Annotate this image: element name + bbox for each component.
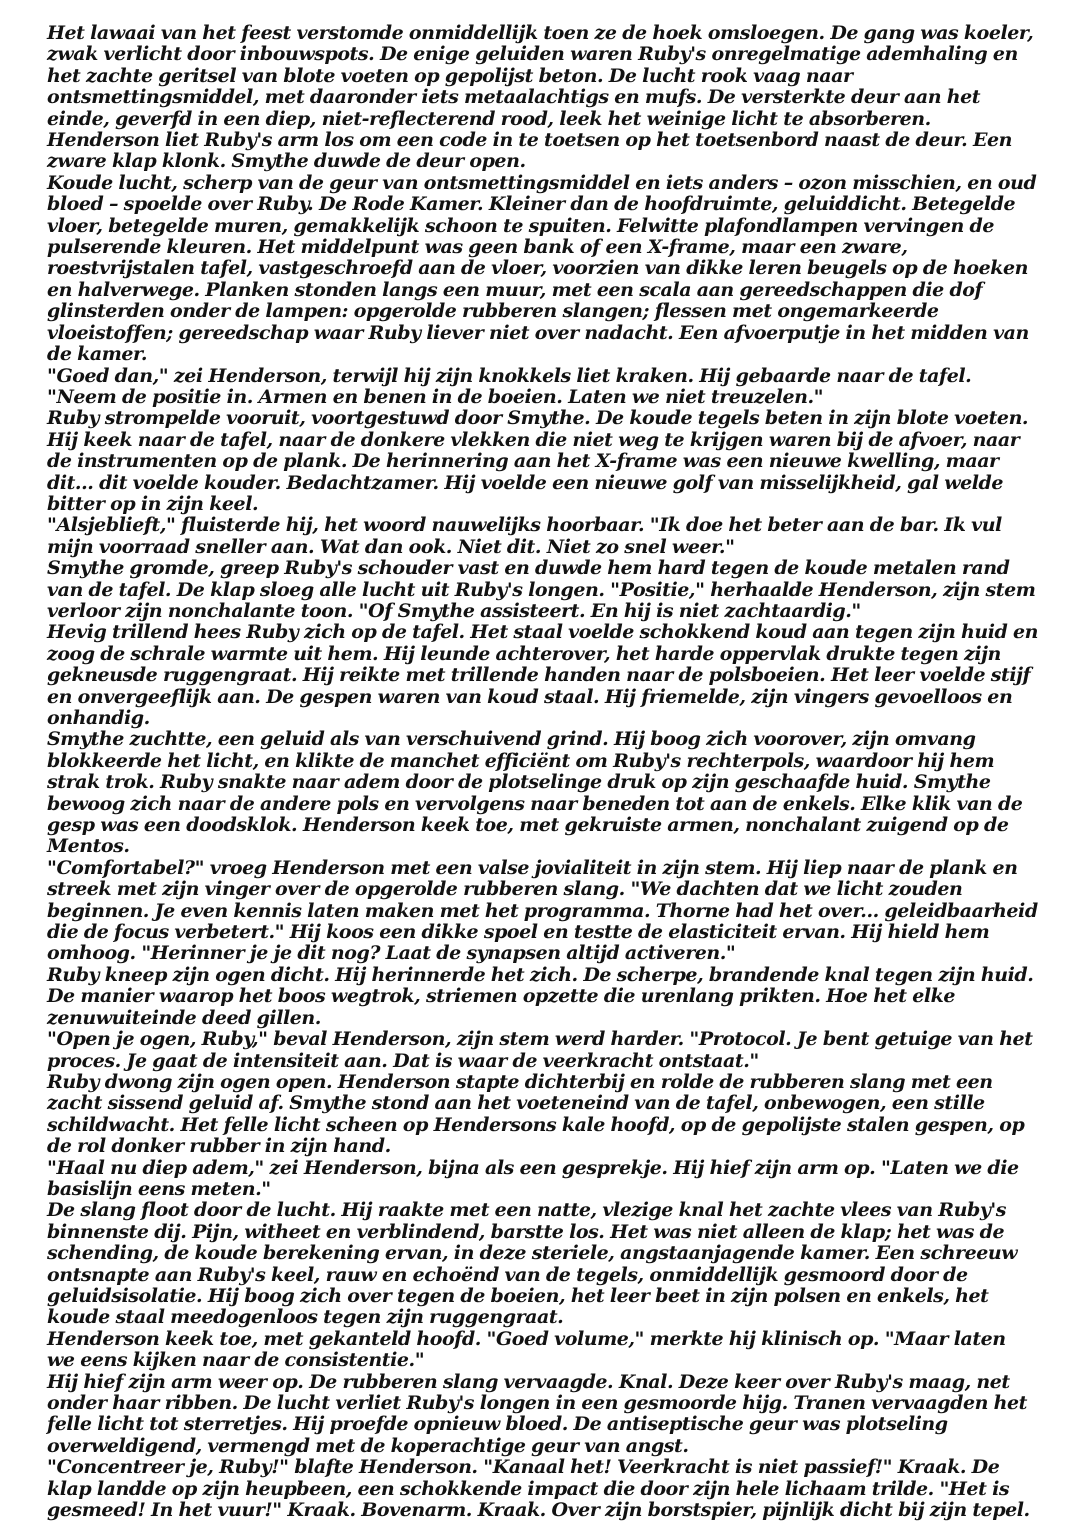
paragraph: Henderson keek toe, met gekanteld hoofd. "Goed volume," merkte hij klinisch op. "Maar laten we eens kijken naar de consistentie." [47, 1327, 1006, 1372]
paragraph: Ruby kneep zijn ogen dicht. Hij herinnerde het zich. De scherpe, brandende knal tegen zijn huid. De manier waarop het boos wegtrok, striemen opzette die urenlang prikten. Hoe het elke zenuwuiteinde deed gillen. [47, 963, 1034, 1029]
paragraph: Het lawaai van het feest verstomde onmiddellijk toen ze de hoek omsloegen. De gang was koeler, zwak verlicht door inbouwspots. De enige geluiden waren Ruby's onregelmatige ademhaling en het zachte geritsel van blote voeten op gepolijst beton. De lucht rook vaag naar ontsmettingsmiddel, met daaronder iets metaalachtigs en mufs. De versterkte deur aan het einde, geverfd in een diep, niet-reflecterend rood, leek het weinige licht te absorberen. [47, 22, 1034, 130]
paragraph: "Comfortabel?" vroeg Henderson met een valse jovialiteit in zijn stem. Hij liep naar de plank en streek met zijn vinger over de opgerolde rubberen slang. "We dachten dat we licht zouden beginnen. Je even kennis laten maken met het programma. Thorne had het over... geleidbaarheid die de focus verbetert." Hij koos een dikke spoel en testte de elasticiteit ervan. Hij hield hem omhoog. "Herinner je je dit nog? Laat de synapsen altijd activeren." [47, 856, 1038, 965]
paragraph: "Open je ogen, Ruby," beval Henderson, zijn stem werd harder. "Protocol. Je bent getuige van het proces. Je gaat de intensiteit aan. Dat is waar de veerkracht ontstaat." [47, 1028, 1033, 1072]
paragraph: Ruby dwong zijn ogen open. Henderson stapte dichterbij en rolde de rubberen slang met een zacht sissend geluid af. Smythe stond aan het voeteneind van de tafel, onbewogen, een stille schildwacht. Het felle licht scheen op Hendersons kale hoofd, op de gepolijste stalen gespen, op de rol donker rubber in zijn hand. [47, 1070, 1025, 1158]
paragraph: "Haal nu diep adem," zei Henderson, bijna als een gesprekje. Hij hief zijn arm op. "Laten we die basislijn eens meten." [47, 1156, 1019, 1200]
paragraph: Smythe gromde, greep Ruby's schouder vast en duwde hem hard tegen de koude metalen rand van de tafel. De klap sloeg alle lucht uit Ruby's longen. "Positie," herhaalde Henderson, zijn stem verloor zijn nonchalante toon. "Of Smythe assisteert. En hij is niet zachtaardig." [47, 557, 1036, 622]
paragraph: "Goed dan," zei Henderson, terwijl hij zijn knokkels liet kraken. Hij gebaarde naar de tafel. "Neem de positie in. Armen en benen in de boeien. Laten we niet treuzelen." [47, 364, 972, 408]
paragraph: Hij hief zijn arm weer op. De rubberen slang vervaagde. Knal. Deze keer over Ruby's maag, net onder haar ribben. De lucht verliet Ruby's longen in een gesmoorde hijg. Tranen vervaagden het felle licht tot sterretjes. Hij proefde opnieuw bloed. De antiseptische geur was plotseling overweldigend, vermengd met de koperachtige geur van angst. [47, 1370, 1027, 1457]
paragraph: "Concentreer je, Ruby!" blafte Henderson. "Kanaal het! Veerkracht is niet passief!" Kraak. De klap landde op zijn heupbeen, een schokkende impact die door zijn hele lichaam trilde. "Het is gesmeed! In het vuur!" Kraak. Bovenarm. Kraak. Over zijn borstspier, pijnlijk dicht bij zijn tepel. [47, 1456, 1030, 1522]
paragraph: Smythe zuchtte, een geluid als van verschuivend grind. Hij boog zich voorover, zijn omvang blokkeerde het licht, en klikte de manchet efficiënt om Ruby's rechterpols, waardoor hij hem strak trok. Ruby snakte naar adem door de plotselinge druk op zijn geschaafde huid. Smythe bewoog zich naar de andere pols en vervolgens naar beneden tot aan de enkels. Elke klik van de gesp was een doodsklok. Henderson keek toe, met gekruiste armen, nonchalant zuigend op de Mentos. [47, 728, 1023, 858]
paragraph: De slang floot door de lucht. Hij raakte met een natte, vlezige knal het zachte vlees van Ruby's binnenste dij. Pijn, witheet en verblindend, barstte los. Het was niet alleen de klap; het was de schending, de koude berekening ervan, in deze steriele, angstaanjagende kamer. Een schreeuw ontsnapte aan Ruby's keel, rauw en echoënd van de tegels, onmiddellijk gesmoord door de geluidsisolatie. Hij boog zich over tegen de boeien, het leer beet in zijn polsen en enkels, het koude staal meedogenloos tegen zijn ruggengraat. [47, 1199, 1018, 1329]
text-body [47, 23, 1038, 1521]
paragraph: Henderson liet Ruby's arm los om een code in te toetsen op het toetsenbord naast de deur. Een zware klap klonk. Smythe duwde de deur open. [47, 129, 1013, 173]
paragraph: Hevig trillend hees Ruby zich op de tafel. Het staal voelde schokkend koud aan tegen zijn huid en zoog de schrale warmte uit hem. Hij leunde achterover, het harde oppervlak drukte tegen zijn gekneusde ruggengraat. Hij reikte met trillende handen naar de polsboeien. Het leer voelde stijf en onvergeeflijk aan. De gespen waren van koud staal. Hij friemelde, zijn vingers gevoelloos en onhandig. [47, 621, 1038, 729]
paragraph: "Alsjeblieft," fluisterde hij, het woord nauwelijks hoorbaar. "Ik doe het beter aan de bar. Ik vul mijn voorraad sneller aan. Wat dan ook. Niet dit. Niet zo snel weer." [47, 514, 1002, 558]
paragraph: Ruby strompelde vooruit, voortgestuwd door Smythe. De koude tegels beten in zijn blote voeten. Hij keek naar de tafel, naar de donkere vlekken die niet weg te krijgen waren bij de afvoer, naar de instrumenten op de plank. De herinnering aan het X-frame was een nieuwe kwelling, maar dit... dit voelde kouder. Bedachtzamer. Hij voelde een nieuwe golf van misselijkheid, gal welde bitter op in zijn keel. [47, 407, 1029, 515]
paragraph: Koude lucht, scherp van de geur van ontsmettingsmiddel en iets anders – ozon misschien, en oud bloed – spoelde over Ruby. De Rode Kamer. Kleiner dan de hoofdruimte, geluiddicht. Betegelde vloer, betegelde muren, gemakkelijk schoon te spuiten. Felwitte plafondlampen vervingen de pulserende kleuren. Het middelpunt was geen bank of een X-frame, maar een zware, roestvrijstalen tafel, vastgeschroefd aan de vloer, voorzien van dikke leren beugels op de hoeken en halverwege. Planken stonden langs een muur, met een scala aan gereedschappen die dof glinsterden onder de lampen: opgerolde rubberen slangen; flessen met ongemarkeerde vloeistoffen; gereedschap waar Ruby liever niet over nadacht. Een afvoerputje in het midden van de kamer. [47, 171, 1037, 366]
